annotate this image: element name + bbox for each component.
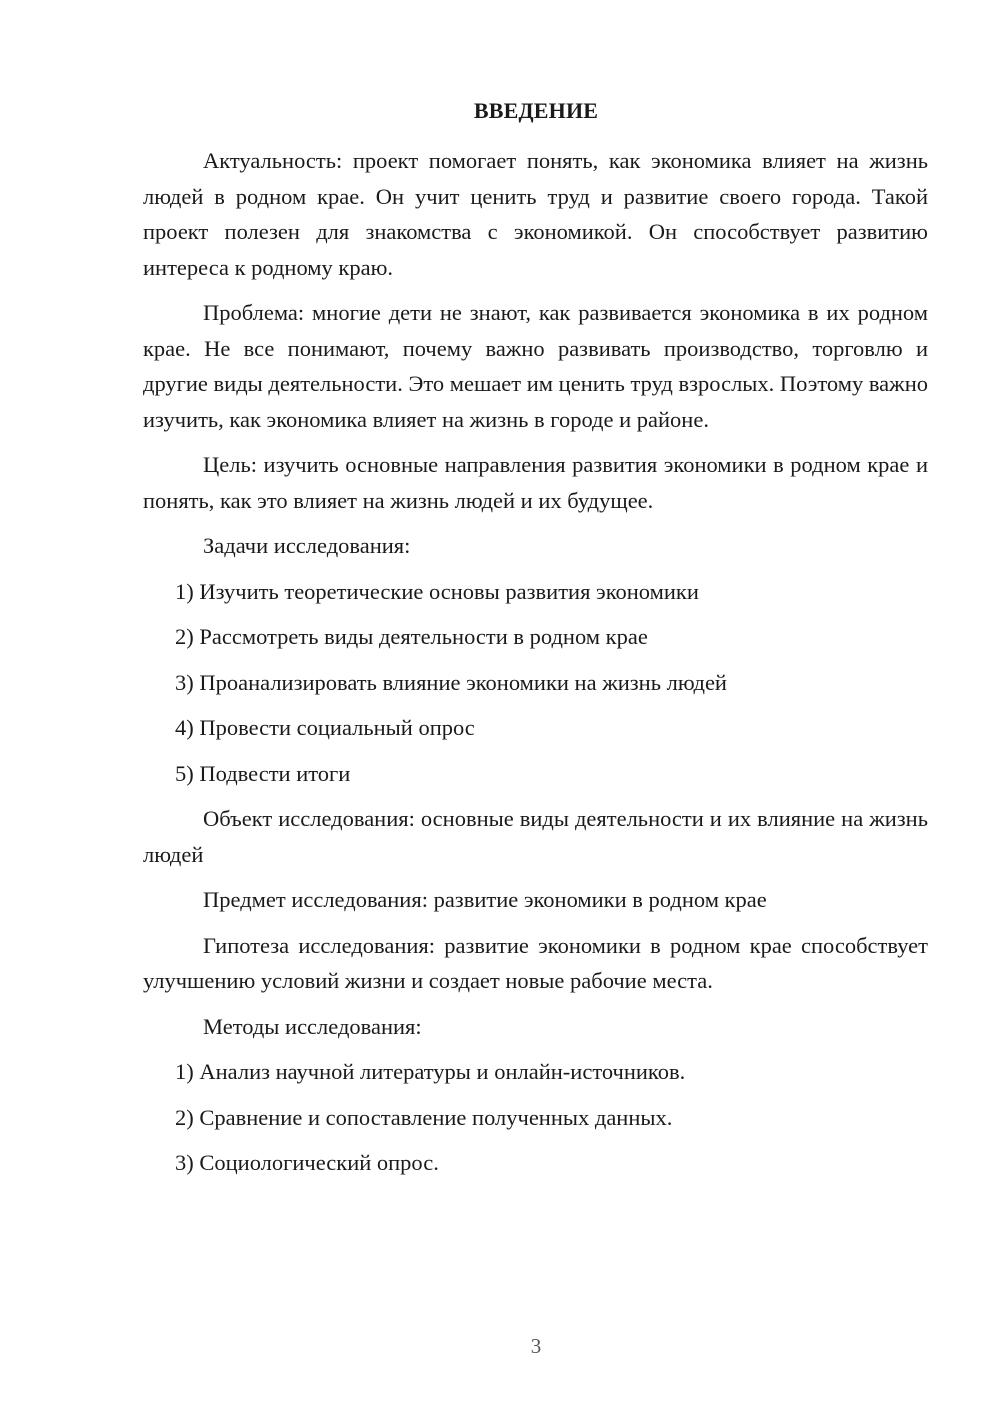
task-item-2: 2) Рассмотреть виды деятельности в родном крае — [175, 624, 648, 649]
hypothesis-paragraph: Гипотеза исследования: развитие экономики в родном крае способствует улучшению условий жизни и создает новые рабочие места. — [143, 932, 928, 993]
subject-paragraph: Предмет исследования: развитие экономики в родном крае — [203, 887, 767, 912]
section-body — [143, 143, 928, 1191]
goal-paragraph: Цель: изучить основные направления развития экономики в родном крае и понять, как это влияет на жизнь людей и их будущее. — [143, 452, 928, 513]
tasks-heading: Задачи исследования: — [203, 533, 411, 558]
section-title: ВВЕДЕНИЕ — [473, 98, 599, 123]
relevance-paragraph: Актуальность: проект помогает понять, как экономика влияет на жизнь людей в родном крае. Он учит ценить труд и развитие своего города. Такой проект полезен для знакомства с экономикой. Он способствует развитию интереса к родному краю. — [143, 148, 928, 280]
task-item-1: 1) Изучить теоретические основы развития экономики — [175, 578, 699, 604]
task-item-4: 4) Провести социальный опрос — [175, 715, 475, 740]
method-item-2: 2) Сравнение и сопоставление полученных данных. — [175, 1104, 673, 1130]
page-number: 3 — [530, 1334, 542, 1358]
method-item-3: 3) Социологический опрос. — [175, 1150, 439, 1175]
methods-heading: Методы исследования: — [203, 1013, 422, 1039]
object-paragraph: Объект исследования: основные виды деятельности и их влияние на жизнь людей — [143, 806, 928, 867]
problem-paragraph: Проблема: многие дети не знают, как развивается экономика в их родном крае. Не все понимают, почему важно развивать производство, торговлю и другие виды деятельности. Это мешает им ценить труд взрослых. Поэтому важно изучить, как экономика влияет на жизнь в городе и районе. — [143, 300, 928, 432]
task-item-5: 5) Подвести итоги — [175, 760, 351, 786]
method-item-1: 1) Анализ научной литературы и онлайн-источников. — [175, 1059, 686, 1084]
task-item-3: 3) Проанализировать влияние экономики на жизнь людей — [175, 669, 727, 695]
